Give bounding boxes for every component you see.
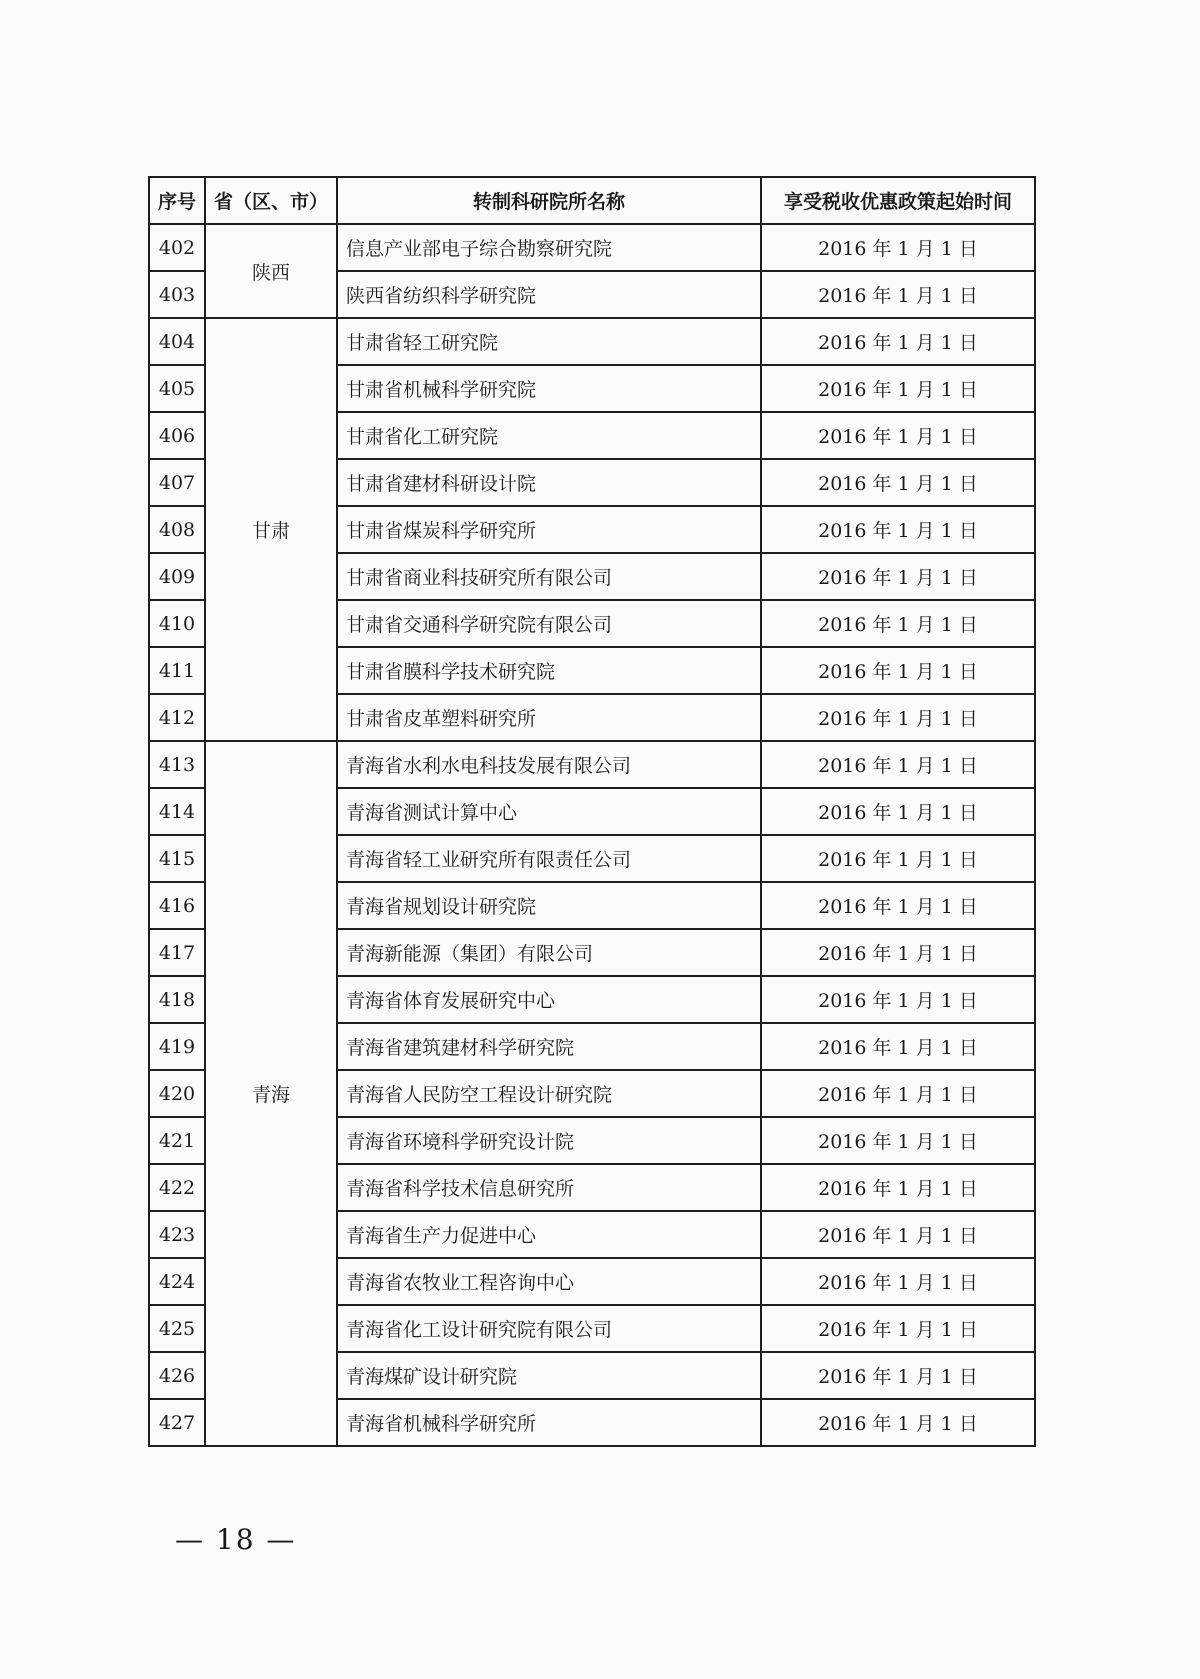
province-cell: 甘肃 — [205, 318, 337, 741]
province-cell: 陕西 — [205, 224, 337, 318]
institute-name-cell: 青海省建筑建材科学研究院 — [337, 1023, 761, 1070]
table-row — [149, 224, 1035, 271]
page-number: — 18 — — [175, 1523, 297, 1556]
institute-name-cell: 信息产业部电子综合勘察研究院 — [337, 224, 761, 271]
seq-cell: 409 — [149, 553, 205, 600]
institute-name-cell: 甘肃省轻工研究院 — [337, 318, 761, 365]
institute-name-cell: 甘肃省皮革塑料研究所 — [337, 694, 761, 741]
start-date-cell: 2016 年 1 月 1 日 — [761, 788, 1035, 835]
start-date-cell: 2016 年 1 月 1 日 — [761, 1117, 1035, 1164]
start-date-cell: 2016 年 1 月 1 日 — [761, 600, 1035, 647]
institute-name-cell: 青海新能源（集团）有限公司 — [337, 929, 761, 976]
header-province: 省（区、市） — [205, 177, 337, 224]
start-date-cell: 2016 年 1 月 1 日 — [761, 459, 1035, 506]
institute-name-cell: 青海省环境科学研究设计院 — [337, 1117, 761, 1164]
seq-cell: 416 — [149, 882, 205, 929]
institutes-table — [148, 176, 1036, 1447]
start-date-cell: 2016 年 1 月 1 日 — [761, 882, 1035, 929]
seq-cell: 406 — [149, 412, 205, 459]
institute-name-cell: 甘肃省机械科学研究院 — [337, 365, 761, 412]
seq-cell: 404 — [149, 318, 205, 365]
start-date-cell: 2016 年 1 月 1 日 — [761, 1258, 1035, 1305]
institute-name-cell: 青海省科学技术信息研究所 — [337, 1164, 761, 1211]
seq-cell: 403 — [149, 271, 205, 318]
institute-name-cell: 青海省人民防空工程设计研究院 — [337, 1070, 761, 1117]
institute-name-cell: 青海省体育发展研究中心 — [337, 976, 761, 1023]
seq-cell: 422 — [149, 1164, 205, 1211]
start-date-cell: 2016 年 1 月 1 日 — [761, 1352, 1035, 1399]
start-date-cell: 2016 年 1 月 1 日 — [761, 506, 1035, 553]
seq-cell: 408 — [149, 506, 205, 553]
start-date-cell: 2016 年 1 月 1 日 — [761, 647, 1035, 694]
header-start-date: 享受税收优惠政策起始时间 — [761, 177, 1035, 224]
start-date-cell: 2016 年 1 月 1 日 — [761, 224, 1035, 271]
institute-name-cell: 甘肃省膜科学技术研究院 — [337, 647, 761, 694]
institute-name-cell: 青海省机械科学研究所 — [337, 1399, 761, 1446]
institute-name-cell: 青海省农牧业工程咨询中心 — [337, 1258, 761, 1305]
start-date-cell: 2016 年 1 月 1 日 — [761, 1164, 1035, 1211]
seq-cell: 421 — [149, 1117, 205, 1164]
institute-name-cell: 青海省测试计算中心 — [337, 788, 761, 835]
seq-cell: 418 — [149, 976, 205, 1023]
institute-name-cell: 青海省化工设计研究院有限公司 — [337, 1305, 761, 1352]
header-institute-name: 转制科研院所名称 — [337, 177, 761, 224]
start-date-cell: 2016 年 1 月 1 日 — [761, 929, 1035, 976]
seq-cell: 410 — [149, 600, 205, 647]
start-date-cell: 2016 年 1 月 1 日 — [761, 976, 1035, 1023]
seq-cell: 407 — [149, 459, 205, 506]
start-date-cell: 2016 年 1 月 1 日 — [761, 741, 1035, 788]
institute-name-cell: 甘肃省交通科学研究院有限公司 — [337, 600, 761, 647]
seq-cell: 411 — [149, 647, 205, 694]
institute-name-cell: 青海省生产力促进中心 — [337, 1211, 761, 1258]
start-date-cell: 2016 年 1 月 1 日 — [761, 271, 1035, 318]
seq-cell: 420 — [149, 1070, 205, 1117]
start-date-cell: 2016 年 1 月 1 日 — [761, 1023, 1035, 1070]
start-date-cell: 2016 年 1 月 1 日 — [761, 365, 1035, 412]
start-date-cell: 2016 年 1 月 1 日 — [761, 835, 1035, 882]
seq-cell: 414 — [149, 788, 205, 835]
institute-name-cell: 陕西省纺织科学研究院 — [337, 271, 761, 318]
seq-cell: 412 — [149, 694, 205, 741]
institute-name-cell: 甘肃省建材科研设计院 — [337, 459, 761, 506]
institute-name-cell: 甘肃省煤炭科学研究所 — [337, 506, 761, 553]
seq-cell: 402 — [149, 224, 205, 271]
province-cell: 青海 — [205, 741, 337, 1446]
seq-cell: 413 — [149, 741, 205, 788]
start-date-cell: 2016 年 1 月 1 日 — [761, 1211, 1035, 1258]
table-body — [149, 224, 1035, 1446]
institute-name-cell: 甘肃省商业科技研究所有限公司 — [337, 553, 761, 600]
start-date-cell: 2016 年 1 月 1 日 — [761, 553, 1035, 600]
institute-name-cell: 甘肃省化工研究院 — [337, 412, 761, 459]
start-date-cell: 2016 年 1 月 1 日 — [761, 1070, 1035, 1117]
institute-name-cell: 青海省规划设计研究院 — [337, 882, 761, 929]
seq-cell: 405 — [149, 365, 205, 412]
table-row — [149, 741, 1035, 788]
table-row — [149, 318, 1035, 365]
seq-cell: 419 — [149, 1023, 205, 1070]
institute-name-cell: 青海省轻工业研究所有限责任公司 — [337, 835, 761, 882]
header-row — [149, 177, 1035, 224]
seq-cell: 417 — [149, 929, 205, 976]
start-date-cell: 2016 年 1 月 1 日 — [761, 412, 1035, 459]
seq-cell: 425 — [149, 1305, 205, 1352]
seq-cell: 424 — [149, 1258, 205, 1305]
seq-cell: 426 — [149, 1352, 205, 1399]
seq-cell: 427 — [149, 1399, 205, 1446]
table-header — [149, 177, 1035, 224]
institute-name-cell: 青海省水利水电科技发展有限公司 — [337, 741, 761, 788]
start-date-cell: 2016 年 1 月 1 日 — [761, 1305, 1035, 1352]
start-date-cell: 2016 年 1 月 1 日 — [761, 694, 1035, 741]
seq-cell: 415 — [149, 835, 205, 882]
header-seq: 序号 — [149, 177, 205, 224]
start-date-cell: 2016 年 1 月 1 日 — [761, 1399, 1035, 1446]
institute-name-cell: 青海煤矿设计研究院 — [337, 1352, 761, 1399]
start-date-cell: 2016 年 1 月 1 日 — [761, 318, 1035, 365]
seq-cell: 423 — [149, 1211, 205, 1258]
